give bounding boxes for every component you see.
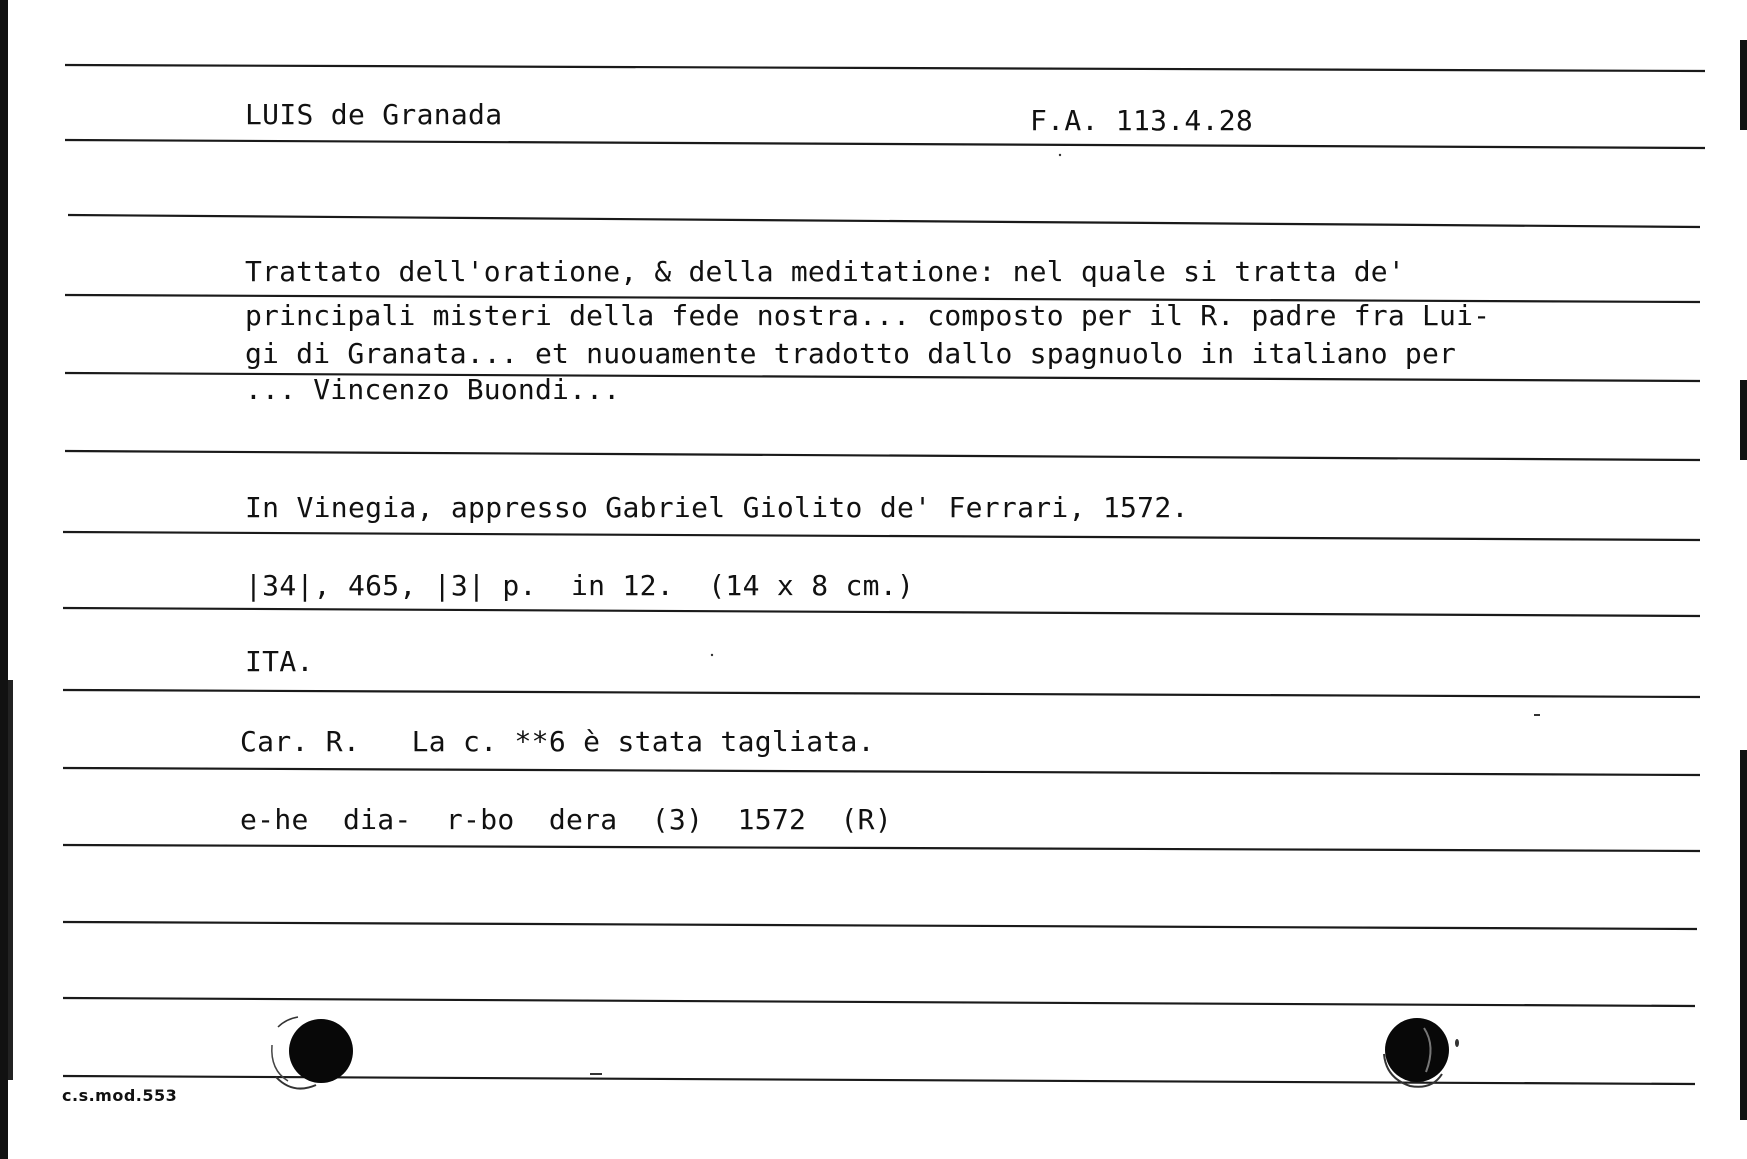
- rule-line: [65, 451, 1700, 460]
- rule-line: [65, 140, 1705, 148]
- title-line-4: ... Vincenzo Buondi...: [245, 373, 621, 406]
- title-line-3: gi di Granata... et nuouamente tradotto dallo spagnuolo in italiano per: [245, 337, 1457, 370]
- punch-hole-right: [1380, 1012, 1470, 1097]
- author-heading: LUIS de Granada: [245, 98, 503, 131]
- speck: [1059, 154, 1061, 156]
- rule-line: [63, 998, 1695, 1006]
- language: ITA.: [245, 645, 314, 678]
- fingerprint: e-he dia- r-bo dera (3) 1572 (R): [240, 803, 892, 836]
- shelfmark: F.A. 113.4.28: [1030, 104, 1254, 137]
- form-code: c.s.mod.553: [62, 1086, 178, 1105]
- copy-note: Car. R. La c. **6 è stata tagliata.: [240, 725, 875, 758]
- imprint: In Vinegia, appresso Gabriel Giolito de' Ferrari, 1572.: [245, 491, 1189, 524]
- rule-line: [68, 215, 1700, 227]
- speck: [711, 654, 713, 656]
- title-line-1: Trattato dell'oratione, & della meditatione: nel quale si tratta de': [245, 255, 1405, 288]
- rule-line: [63, 922, 1697, 929]
- collation: |34|, 465, |3| p. in 12. (14 x 8 cm.): [245, 569, 915, 602]
- speck: [590, 1073, 602, 1075]
- rule-line: [65, 65, 1705, 71]
- title-line-2: principali misteri della fede nostra... composto per il R. padre fra Lui-: [245, 299, 1491, 332]
- speck: [1534, 714, 1540, 716]
- punch-hole-left: [268, 1015, 358, 1100]
- rule-line: [63, 768, 1700, 775]
- rule-line: [63, 845, 1700, 851]
- rule-line: [63, 532, 1700, 540]
- rule-line: [63, 608, 1700, 616]
- rule-line: [63, 690, 1700, 697]
